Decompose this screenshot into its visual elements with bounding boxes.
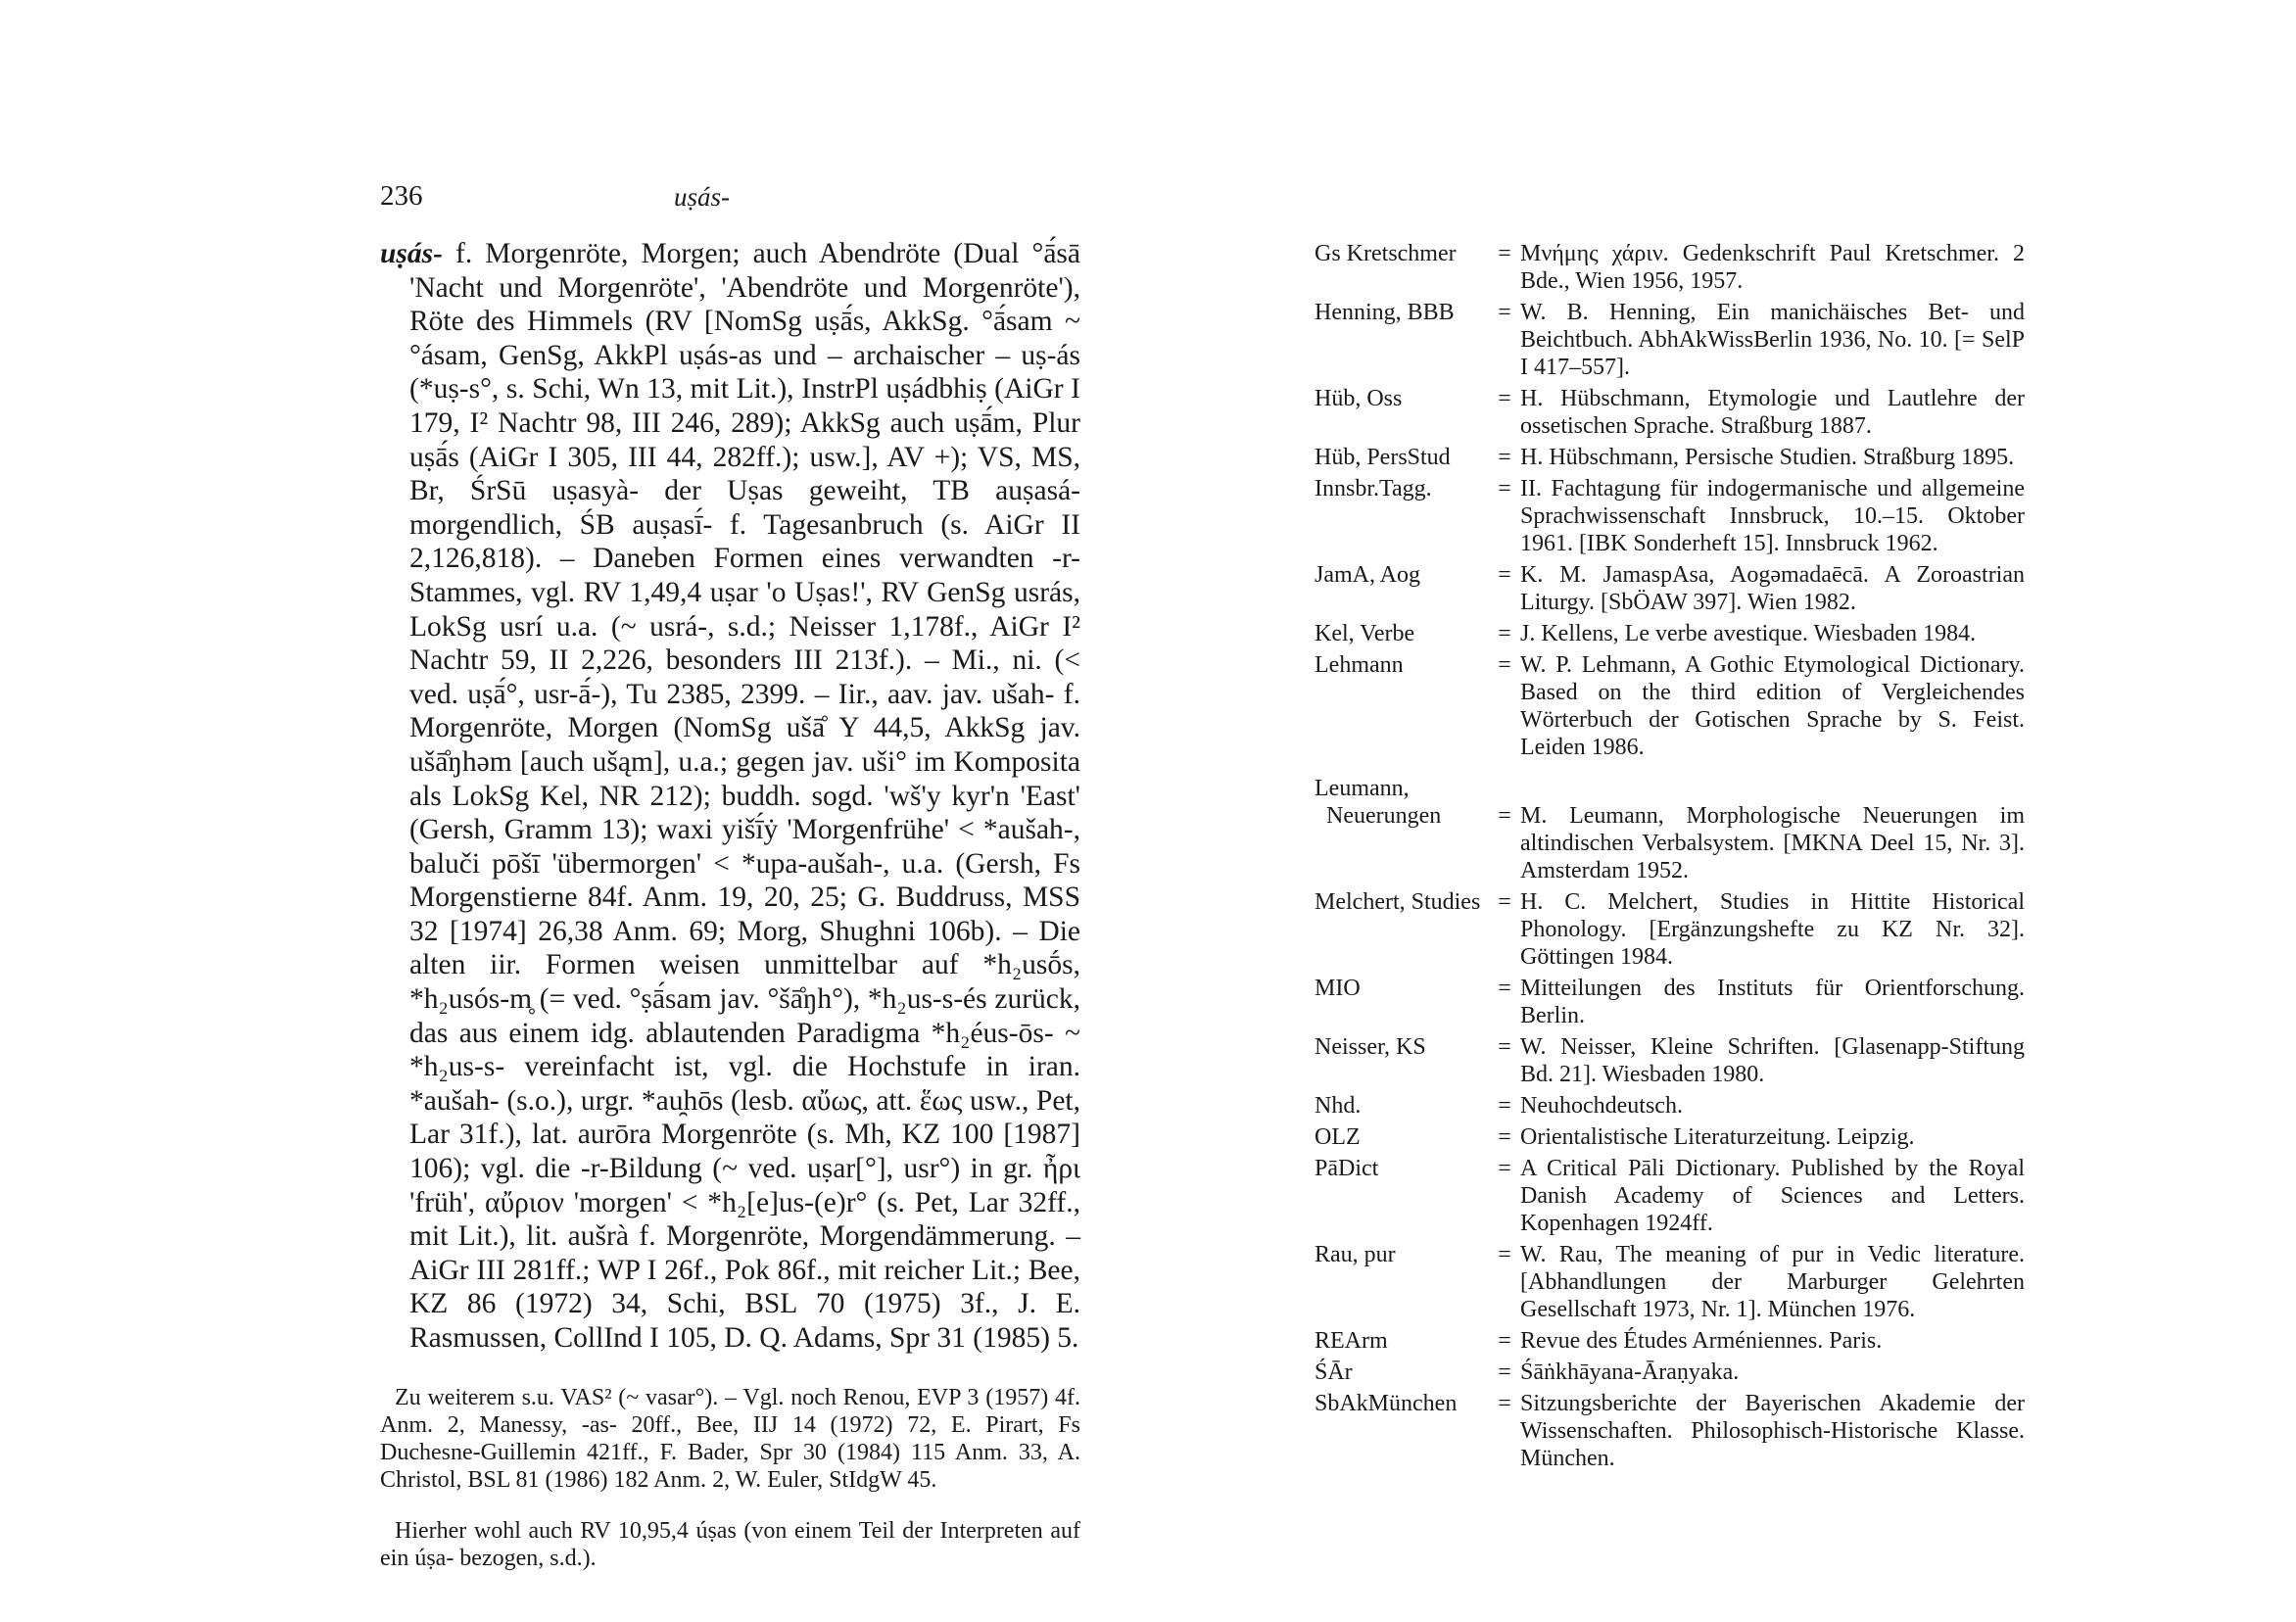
abbreviation-row [1315,444,2025,471]
abbreviation-key: Neuerungen [1315,803,1442,829]
abbreviation-key: Leumann, [1315,776,1410,801]
abbreviation-row [1315,620,2025,647]
abbreviation-definition: W. P. Lehmann, A Gothic Etymological Dictionary. Based on the third edition of Vergleichendes Wörterbuch der Gotischen Sprache by S. Feist. Leiden 1986. [1520,652,2025,760]
equals-sign: = [1498,386,1511,411]
equals-sign: = [1498,1391,1511,1416]
abbreviation-key: Nhd. [1315,1093,1362,1119]
abbreviation-key: Innsbr.Tagg. [1315,476,1432,501]
abbreviation-list [1315,240,2025,1472]
abbreviation-definition: J. Kellens, Le verbe avestique. Wiesbaden 1984. [1520,621,1977,646]
abbreviation-key: Kel, Verbe [1315,621,1415,646]
abbreviation-key: Neisser, KS [1315,1034,1426,1060]
abbreviation-row [1315,1241,2025,1323]
equals-sign: = [1498,445,1511,470]
equals-sign: = [1498,1242,1511,1267]
dictionary-entry [380,237,1080,1356]
abbreviation-key: Lehmann [1315,652,1404,678]
running-title: uṣás- [674,182,731,212]
abbreviation-definition: W. B. Henning, Ein manichäisches Bet- und Beichtbuch. AbhAkWissBerlin 1936, No. 10. [= SelP I 417–557]. [1520,300,2025,380]
equals-sign: = [1498,1124,1511,1150]
abbreviation-key: Gs Kretschmer [1315,241,1457,266]
abbreviation-row [1315,1359,2025,1386]
abbreviation-row [1315,1390,2025,1472]
spacer [1315,765,2025,775]
abbreviation-key: REArm [1315,1328,1388,1354]
equals-sign: = [1498,562,1511,588]
abbreviation-row [1315,1033,2025,1088]
abbreviation-key: Hüb, PersStud [1315,445,1451,470]
abbreviation-definition: H. Hübschmann, Etymologie und Lautlehre der ossetischen Sprache. Straßburg 1887. [1520,386,2025,439]
equals-sign: = [1498,476,1511,501]
abbreviation-key: PāDict [1315,1156,1379,1181]
abbreviation-row [1315,975,2025,1029]
abbreviation-row [1315,1123,2025,1151]
equals-sign: = [1498,621,1511,646]
abbreviation-key: SbAkMünchen [1315,1391,1458,1416]
abbreviation-key: OLZ [1315,1124,1361,1150]
abbreviation-key: MIO [1315,976,1361,1001]
abbreviation-key: JamA, Aog [1315,562,1420,588]
abbreviation-definition: W. Rau, The meaning of pur in Vedic literature. [Abhandlungen der Marburger Gelehrten Gesellschaft 1973, Nr. 1]. München 1976. [1520,1242,2025,1322]
abbreviation-definition: M. Leumann, Morphologische Neuerungen im altindischen Verbalsystem. [MKNA Deel 15, Nr. 3]. Amsterdam 1952. [1520,803,2025,883]
right-page [1315,240,2025,1476]
abbreviation-row [1315,888,2025,971]
running-head [380,174,1080,223]
abbreviation-definition: A Critical Pāli Dictionary. Published by the Royal Danish Academy of Sciences and Letters. Kopenhagen 1924ff. [1520,1156,2025,1236]
abbreviation-row [1315,802,2025,884]
entry-note-2: Hierher wohl auch RV 10,95,4 úṣas (von einem Teil der Interpreten auf ein úṣa- bezogen, s.d.). [380,1518,1080,1572]
equals-sign: = [1498,652,1511,678]
equals-sign: = [1498,1156,1511,1181]
equals-sign: = [1498,1328,1511,1354]
abbreviation-row [1315,1155,2025,1237]
abbreviation-definition: Neuhochdeutsch. [1520,1093,1683,1119]
abbreviation-key: Rau, pur [1315,1242,1396,1267]
abbreviation-row [1315,775,2025,802]
equals-sign: = [1498,1034,1511,1060]
abbreviation-key: ŚĀr [1315,1360,1353,1385]
abbreviation-definition: K. M. JamaspAsa, Aogəmadaēcā. A Zoroastrian Liturgy. [SbÖAW 397]. Wien 1982. [1520,562,2025,615]
abbreviation-definition: H. Hübschmann, Persische Studien. Straßburg 1895. [1520,445,2015,470]
equals-sign: = [1498,889,1511,915]
equals-sign: = [1498,976,1511,1001]
abbreviation-row [1315,475,2025,557]
entry-note-1: Zu weiterem s.u. VAS² (~ vasar°). – Vgl. noch Renou, EVP 3 (1957) 4f. Anm. 2, Manessy, -as- 20ff., Bee, IIJ 14 (1972) 72, E. Pirart, Fs Duchesne-Guillemin 421ff., F. Bader, Spr 30 (1984) 115 Anm. 33, A. Christol, BSL 81 (1986) 182 Anm. 2, W. Euler, StIdgW 45. [380,1385,1080,1494]
equals-sign: = [1498,1360,1511,1385]
abbreviation-key: Hüb, Oss [1315,386,1403,411]
abbreviation-definition: II. Fachtagung für indogermanische und allgemeine Sprachwissenschaft Innsbruck, 10.–15. Oktober 1961. [IBK Sonderheft 15]. Innsbruck 1962. [1520,476,2025,556]
abbreviation-definition: Revue des Études Arméniennes. Paris. [1520,1328,1883,1354]
left-page [380,174,1080,1596]
abbreviation-definition: Μνήμης χάριν. Gedenkschrift Paul Kretschmer. 2 Bde., Wien 1956, 1957. [1520,241,2025,294]
entry-lemma: uṣás- [380,238,443,269]
abbreviation-row [1315,561,2025,616]
abbreviation-definition: Śāṅkhāyana-Āraṇyaka. [1520,1360,1740,1385]
abbreviation-row [1315,299,2025,381]
abbreviation-definition: Sitzungsberichte der Bayerischen Akademie der Wissenschaften. Philosophisch-Historische Klasse. München. [1520,1391,2025,1471]
abbreviation-definition: Mitteilungen des Instituts für Orientforschung. Berlin. [1520,976,2025,1028]
abbreviation-definition: H. C. Melchert, Studies in Hittite Historical Phonology. [Ergänzungshefte zu KZ Nr. 32]. Göttingen 1984. [1520,889,2025,970]
abbreviation-row [1315,240,2025,295]
equals-sign: = [1498,1093,1511,1119]
page-number: 236 [380,180,423,212]
abbreviation-definition: W. Neisser, Kleine Schriften. [Glasenapp-Stiftung Bd. 21]. Wiesbaden 1980. [1520,1034,2025,1087]
entry-body: f. Morgenröte, Morgen; auch Abendröte (Dual °ā́sā 'Nacht und Morgenröte', 'Abendröte und Morgenröte'), Röte des Himmels (RV [NomSg uṣā́s, AkkSg. °ā́sam ~ °ásam, GenSg, AkkPl uṣás-as und – archaischer – uṣ-ás (*uṣ-s°, s. Schi, Wn 13, mit Lit.), InstrPl uṣádbhiṣ (AiGr I 179, I² Nachtr 98, III 246, 289); AkkSg auch uṣā́m, Plur uṣā́s (AiGr I 305, III 44, 282ff.); usw.], AV +); VS, MS, Br, ŚrSū uṣasyà- der Uṣas geweiht, TB auṣasá- morgendlich, ŚB auṣasī́- f. Tagesanbruch (s. AiGr II 2,126,818). – Daneben Formen eines verwandten -r-Stammes, vgl. RV 1,49,4 uṣar 'o Uṣas!', RV GenSg usrás, LokSg usrí u.a. (~ usrá-, s.d.; Neisser 1,178f., AiGr I² Nachtr 59, II 2,226, besonders III 213f.). – Mi., ni. (< ved. uṣā́°, usr-ā́-), Tu 2385, 2399. – Iir., aav. jav. ušah- f. Morgenröte, Morgen (NomSg ušā̊ Y 44,5, AkkSg jav. ušā̊ŋhəm [auch ušąm], u.a.; gegen jav. uši° im Komposita als LokSg Kel, NR 212); buddh. sogd. 'wš'y kyr'n 'East' (Gersh, Gramm 13); waxi yišī́ẏ 'Morgenfrühe' < *aušah-, baluči pōšī 'übermorgen' < *upa-aušah-, u.a. (Gersh, Fs Morgenstierne 84f. Anm. 19, 20, 25; G. Buddruss, MSS 32 [1974] 26,38 Anm. 69; Morg, Shughni 106b). – Die alten iir. Formen weisen unmittelbar auf *h₂usṓs, *h₂usós-m̥ (= ved. °ṣā́sam jav. °šā̊ŋh°), *h₂us-s-és zurück, das aus einem idg. ablautenden Paradigma *h₂éus-ōs- ~ *h₂us-s- vereinfacht ist, vgl. die Hochstufe in iran. *aušah- (s.o.), urgr. *au̯hōs (lesb. αὔως, att. ἕως usw., Pet, Lar 31f.), lat. aurōra Morgenröte (s. Mh, KZ 100 [1987] 106); vgl. die -r-Bildung (~ ved. uṣar[°], usr°) in gr. ἦρι 'früh', αὔριον 'morgen' < *h₂[e]us-(e)r° (s. Pet, Lar 32ff., mit Lit.), lit. aušrà f. Morgenröte, Morgendämmerung. – AiGr III 281ff.; WP I 26f., Pok 86f., mit reicher Lit.; Bee, KZ 86 (1972) 34, Schi, BSL 70 (1975) 3f., J. E. Rasmussen, CollInd I 105, D. Q. Adams, Spr 31 (1985) 5. [409,238,1080,1354]
abbreviation-row [1315,385,2025,440]
abbreviation-definition: Orientalistische Literaturzeitung. Leipzig. [1520,1124,1915,1150]
abbreviation-key: Henning, BBB [1315,300,1455,325]
equals-sign: = [1498,300,1511,325]
abbreviation-row [1315,1327,2025,1355]
abbreviation-key: Melchert, Studies [1315,889,1481,915]
abbreviation-row [1315,651,2025,761]
equals-sign: = [1498,803,1511,829]
equals-sign: = [1498,241,1511,266]
abbreviation-row [1315,1092,2025,1120]
